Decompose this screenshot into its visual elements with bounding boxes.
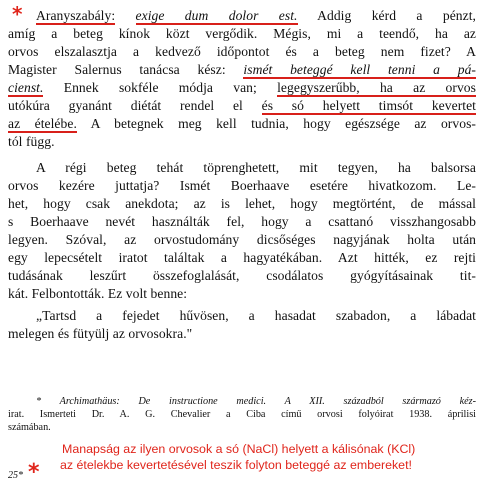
paragraph-1-line-5 bbox=[8, 80, 476, 96]
paragraph-1-line-2: amíg a beteg kínok közt vergődik. Mégis, mi a teendő, ha az bbox=[8, 26, 476, 41]
annotation-line-2: az ételekbe kevertetésével teszik folyton beteggé az embereket! bbox=[60, 458, 412, 472]
underlined-alum-phrase: és só helyett timsót kevertet bbox=[261, 98, 477, 113]
text-span: Addig kérd a pénzt, bbox=[317, 8, 476, 23]
paragraph-2-line-5: legyen. Szóval, az orvostudomány dicsőséges nagyjának holta után bbox=[8, 232, 476, 247]
annotation-asterisk-icon: * bbox=[28, 460, 40, 485]
paragraph-1-line-8: tól függ. bbox=[8, 134, 55, 149]
quote-line-1: „Tartsd a fejedet hűvösen, a hasadat szabadon, a lábadat bbox=[36, 308, 476, 323]
latin-motto: exige dum dolor est. bbox=[135, 8, 298, 23]
red-asterisk-mark: * bbox=[12, 2, 23, 26]
footnote-line-1: * Archimathäus: De instructione medici. A XII. századból származó kéz- bbox=[36, 396, 476, 407]
paragraph-1-line-1 bbox=[8, 2, 476, 26]
text-span: Magister Salernus tanácsa kész: bbox=[8, 62, 226, 77]
text-span: utókúra gyanánt diétát rendel el bbox=[8, 98, 243, 113]
paragraph-2-line-6: egy lepecsételt iratot találtak a hagyatékában. Azt hitték, ez rejti bbox=[8, 250, 476, 265]
paragraph-1-line-4 bbox=[8, 62, 476, 78]
emphasized-advice: ismét beteggé kell tenni a pá- bbox=[243, 62, 476, 77]
paragraph-1-line-7 bbox=[8, 116, 476, 132]
paragraph-2-line-4: s Boerhaave nevét használták fel, hogy a csattanó visszhangosabb bbox=[8, 214, 476, 229]
paragraph-2-line-8: kát. Felbontották. Ez volt benne: bbox=[8, 286, 188, 301]
emphasized-advice-end: cienst. bbox=[8, 80, 44, 95]
paragraph-2-line-3: het, hogy csak anekdota; az is lehet, hogy megtörtént, de mással bbox=[8, 196, 476, 211]
underlined-phrase: legegyszerűbb, ha az orvos bbox=[277, 80, 476, 95]
annotation-line-1: Manapság az ilyen orvosok a só (NaCl) helyett a kálisónak (KCl) bbox=[62, 442, 416, 456]
paragraph-1-line-6 bbox=[8, 98, 476, 114]
paragraph-2-line-1: A régi beteg tehát töprenghetett, mit tegyen, ha balsorsa bbox=[36, 160, 476, 175]
golden-rule-label: Aranyszabály: bbox=[36, 8, 116, 23]
text-span: A betegnek meg kell tudnia, hogy egészsége az orvos- bbox=[90, 116, 476, 131]
footnote-line-3: számában. bbox=[8, 422, 51, 433]
paragraph-2-line-2: orvos kezére juttatja? Ismét Boerhaave esetére hivatkozom. Le- bbox=[8, 178, 476, 193]
page-number: 25* bbox=[8, 470, 23, 481]
paragraph-1-line-3: orvos elszalasztja a kedvező időpontot és a beteg nem fizet? A bbox=[8, 44, 476, 59]
underlined-phrase: az ételébe. bbox=[8, 116, 77, 131]
footnote-line-2: irat. Ismerteti Dr. A. G. Chevalier a Ciba című orvosi folyóirat 1938. áprilisi bbox=[8, 409, 476, 420]
text-span: Ennek sokféle módja van; bbox=[63, 80, 257, 95]
paragraph-2-line-7: tudásának leszűrt összefoglalását, csodálatos gyógyításainak tit- bbox=[8, 268, 476, 283]
quote-line-2: melegen és fütyülj az orvosokra." bbox=[8, 326, 193, 341]
